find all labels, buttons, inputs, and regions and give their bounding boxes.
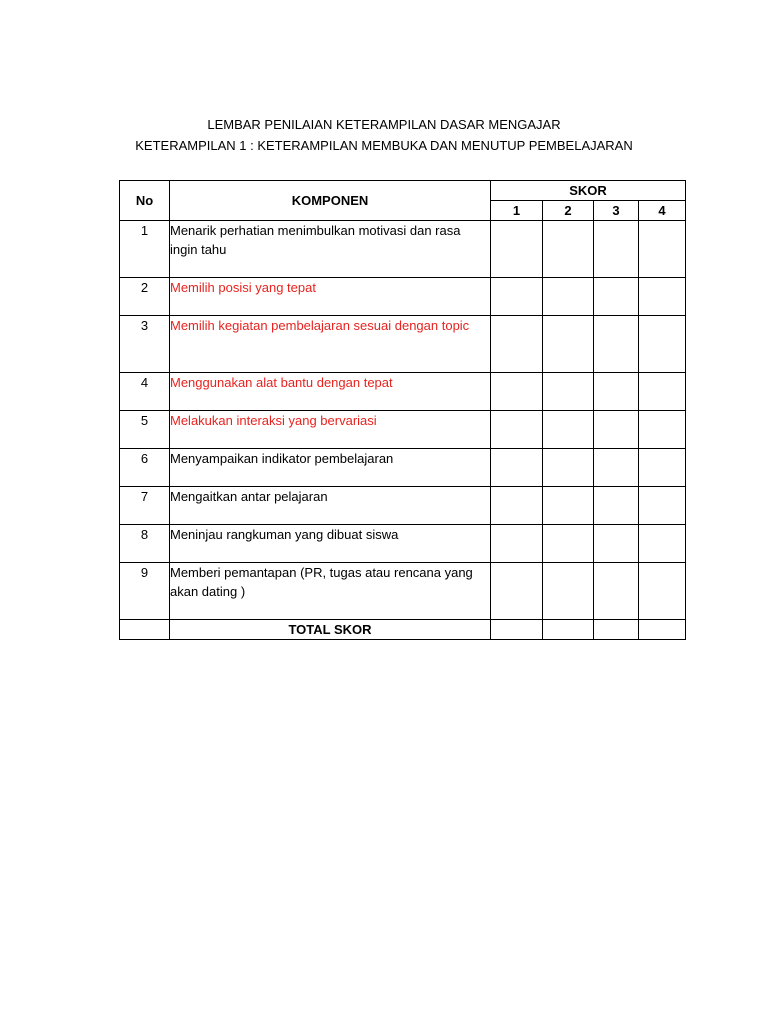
score-cell-4[interactable] [639, 525, 686, 563]
row-number: 2 [120, 278, 170, 316]
header-skor-2: 2 [543, 201, 594, 221]
score-cell-4[interactable] [639, 316, 686, 373]
total-cell-3[interactable] [594, 620, 639, 640]
table-row [120, 278, 686, 316]
table-row [120, 449, 686, 487]
total-row-blank [120, 620, 170, 640]
row-component: Menarik perhatian menimbulkan motivasi dan rasa ingin tahu [170, 221, 491, 278]
row-component: Memilih posisi yang tepat [170, 278, 491, 316]
score-cell-2[interactable] [543, 221, 594, 278]
score-cell-4[interactable] [639, 373, 686, 411]
table-row [120, 525, 686, 563]
score-cell-2[interactable] [543, 411, 594, 449]
score-cell-2[interactable] [543, 525, 594, 563]
header-skor-3: 3 [594, 201, 639, 221]
score-cell-4[interactable] [639, 449, 686, 487]
score-cell-1[interactable] [491, 221, 543, 278]
total-cell-1[interactable] [491, 620, 543, 640]
header-skor: SKOR [491, 181, 686, 201]
total-row [120, 620, 686, 640]
table-row [120, 316, 686, 373]
row-component: Memberi pemantapan (PR, tugas atau rencana yang akan dating ) [170, 563, 491, 620]
score-cell-2[interactable] [543, 316, 594, 373]
score-cell-4[interactable] [639, 563, 686, 620]
header-skor-4: 4 [639, 201, 686, 221]
table-row [120, 487, 686, 525]
score-cell-3[interactable] [594, 487, 639, 525]
table-row [120, 373, 686, 411]
score-cell-2[interactable] [543, 373, 594, 411]
row-component: Melakukan interaksi yang bervariasi [170, 411, 491, 449]
score-cell-1[interactable] [491, 316, 543, 373]
score-cell-4[interactable] [639, 487, 686, 525]
score-cell-3[interactable] [594, 221, 639, 278]
score-cell-2[interactable] [543, 449, 594, 487]
score-cell-3[interactable] [594, 563, 639, 620]
score-cell-4[interactable] [639, 278, 686, 316]
row-number: 6 [120, 449, 170, 487]
row-number: 7 [120, 487, 170, 525]
score-cell-4[interactable] [639, 221, 686, 278]
row-number: 3 [120, 316, 170, 373]
row-component: Meninjau rangkuman yang dibuat siswa [170, 525, 491, 563]
score-cell-1[interactable] [491, 373, 543, 411]
row-number: 5 [120, 411, 170, 449]
score-cell-2[interactable] [543, 278, 594, 316]
score-cell-4[interactable] [639, 411, 686, 449]
header-komponen: KOMPONEN [170, 181, 491, 221]
score-cell-1[interactable] [491, 278, 543, 316]
row-number: 9 [120, 563, 170, 620]
score-cell-2[interactable] [543, 487, 594, 525]
total-cell-4[interactable] [639, 620, 686, 640]
row-component: Menggunakan alat bantu dengan tepat [170, 373, 491, 411]
score-cell-1[interactable] [491, 449, 543, 487]
row-number: 1 [120, 221, 170, 278]
total-score-label: TOTAL SKOR [170, 620, 491, 640]
score-cell-3[interactable] [594, 278, 639, 316]
document-title: LEMBAR PENILAIAN KETERAMPILAN DASAR MENGAJAR [207, 117, 561, 132]
table-row [120, 411, 686, 449]
header-no: No [120, 181, 170, 221]
score-cell-2[interactable] [543, 563, 594, 620]
score-cell-1[interactable] [491, 411, 543, 449]
row-number: 4 [120, 373, 170, 411]
row-number: 8 [120, 525, 170, 563]
header-skor-1: 1 [491, 201, 543, 221]
score-cell-3[interactable] [594, 411, 639, 449]
table-header-row [120, 181, 686, 201]
score-cell-1[interactable] [491, 525, 543, 563]
row-component: Menyampaikan indikator pembelajaran [170, 449, 491, 487]
score-cell-3[interactable] [594, 449, 639, 487]
table-row [120, 563, 686, 620]
row-component: Mengaitkan antar pelajaran [170, 487, 491, 525]
document-subtitle: KETERAMPILAN 1 : KETERAMPILAN MEMBUKA DAN MENUTUP PEMBELAJARAN [135, 138, 633, 153]
total-cell-2[interactable] [543, 620, 594, 640]
score-cell-1[interactable] [491, 487, 543, 525]
table-row [120, 221, 686, 278]
score-cell-3[interactable] [594, 525, 639, 563]
score-cell-1[interactable] [491, 563, 543, 620]
assessment-table [119, 180, 686, 640]
score-cell-3[interactable] [594, 316, 639, 373]
row-component: Memilih kegiatan pembelajaran sesuai dengan topic [170, 316, 491, 373]
score-cell-3[interactable] [594, 373, 639, 411]
